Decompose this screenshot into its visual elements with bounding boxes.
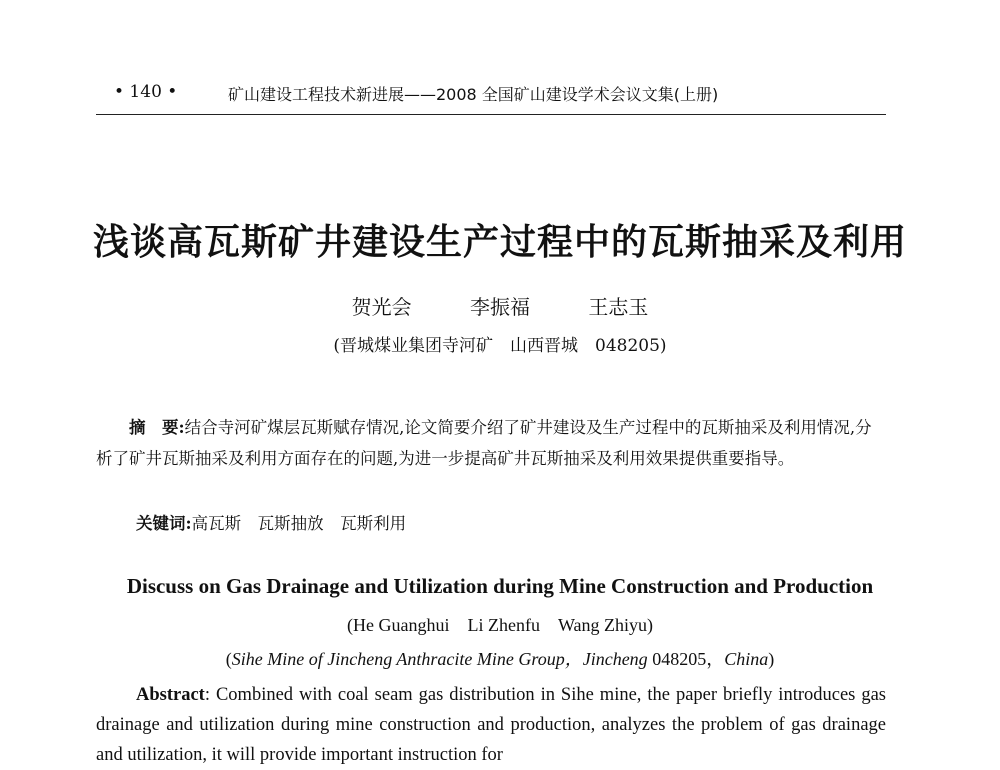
abstract-en — [96, 680, 886, 770]
journal-title: 矿山建设工程技术新进展——2008 全国矿山建设学术会议文集(上册) — [228, 85, 719, 104]
authors-en: (He Guanghui Li Zhenfu Wang Zhiyu) — [347, 615, 653, 635]
affiliation-en-open: ( — [225, 649, 232, 669]
author-1: 贺光会 — [351, 295, 412, 319]
affiliation-en-institution: Sihe Mine of Jincheng Anthracite Mine Group，Jincheng — [231, 649, 648, 669]
abstract-en-label: Abstract — [136, 685, 205, 705]
keywords-cn-label: 关键词: — [136, 514, 192, 533]
abstract-en-text: Combined with coal seam gas distribution in Sihe mine, the paper briefly introduces gas drainage and utilization during mine construction and production, analyzes the problem of gas drainage and utilization, it will provide important instruction for — [96, 685, 886, 765]
keywords-cn-text: 高瓦斯 瓦斯抽放 瓦斯利用 — [191, 514, 407, 533]
abstract-cn-label: 摘 要: — [129, 418, 185, 437]
page-number: • 140 • — [114, 82, 178, 102]
affiliation-cn: (晋城煤业集团寺河矿 山西晋城 048205) — [333, 336, 667, 356]
affiliation-en — [0, 645, 1000, 671]
author-3: 王志玉 — [588, 295, 649, 319]
keywords-cn — [136, 510, 406, 534]
abstract-en-separator: : — [204, 685, 216, 705]
affiliation-en-postcode: 048205， — [647, 649, 725, 669]
author-2: 李振福 — [470, 295, 530, 319]
abstract-cn-text: 结合寺河矿煤层瓦斯赋存情况,论文简要介绍了矿井建设及生产过程中的瓦斯抽采及利用情况,分析了矿井瓦斯抽采及利用方面存在的问题,为进一步提高矿井瓦斯抽采及利用效果提供重要指导。 — [96, 418, 872, 468]
running-header — [96, 80, 886, 115]
paper-title-cn: 浅谈高瓦斯矿井建设生产过程中的瓦斯抽采及利用 — [92, 222, 907, 263]
abstract-cn — [96, 412, 888, 474]
authors-cn — [0, 291, 1000, 320]
affiliation-en-close: ) — [768, 649, 775, 669]
affiliation-en-country: China — [724, 649, 769, 669]
paper-title-en: Discuss on Gas Drainage and Utilization during Mine Construction and Production — [126, 574, 874, 598]
